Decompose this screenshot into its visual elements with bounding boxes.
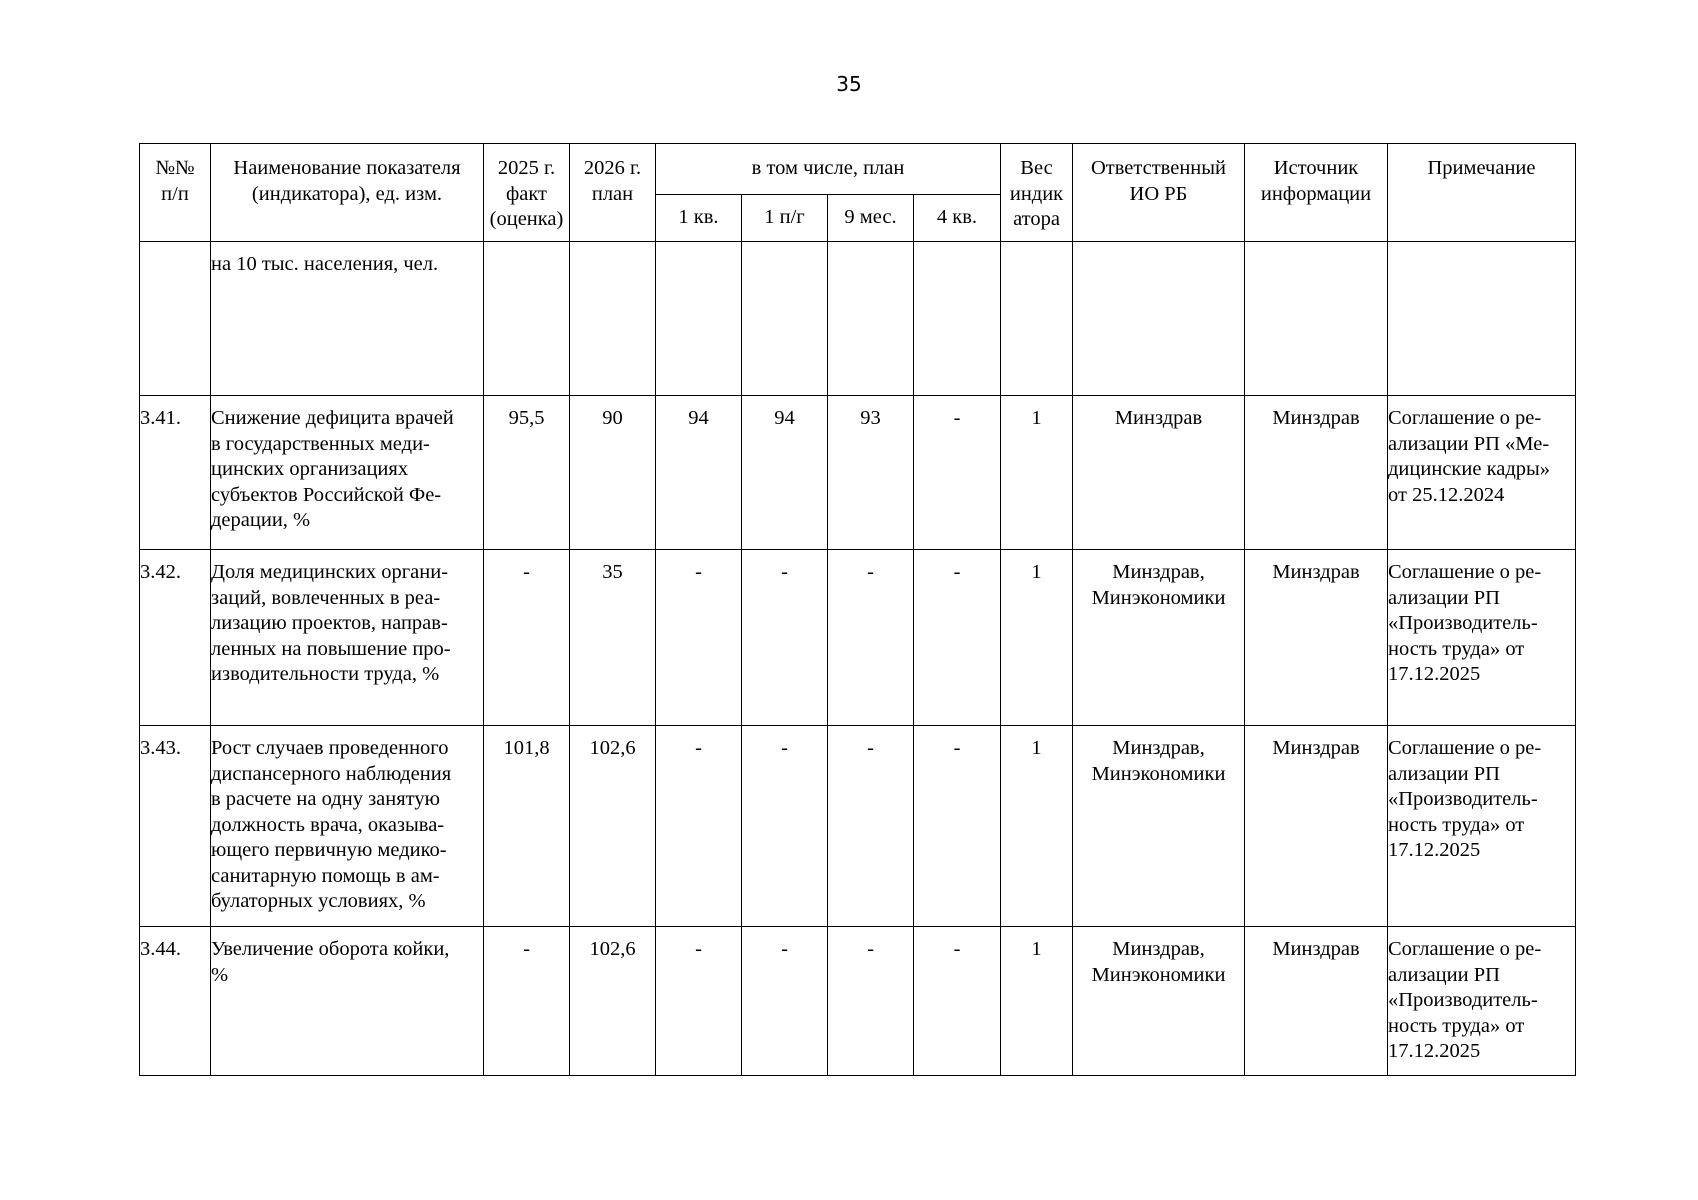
row-num: 3.43. [140, 726, 211, 927]
header-9-months: 9 мес. [828, 195, 914, 242]
row-q1: - [656, 927, 742, 1076]
row-name: Увеличение оборота койки, % [211, 927, 484, 1076]
header-source: Источник информации [1245, 144, 1388, 242]
row-source: Минздрав [1245, 396, 1388, 550]
row-h1: - [742, 927, 828, 1076]
row-q1 [656, 242, 742, 396]
row-h1: - [742, 550, 828, 726]
header-q1: 1 кв. [656, 195, 742, 242]
row-name: Доля медицинских органи- заций, вовлеченных в реа- лизацию проектов, направ- ленных на повышение про- изводительности труда, % [211, 550, 484, 726]
row-name: Снижение дефицита врачей в государственных меди- цинских организациях субъектов Российской Фе- дерации, % [211, 396, 484, 550]
row-note [1388, 242, 1576, 396]
row-responsible [1073, 242, 1245, 396]
header-q4: 4 кв. [914, 195, 1001, 242]
page-number: 35 [836, 72, 862, 96]
row-source [1245, 242, 1388, 396]
row-9-months [828, 242, 914, 396]
header-num: №№ п/п [140, 144, 211, 242]
row-h1: - [742, 726, 828, 927]
row-plan-2026: 102,6 [570, 726, 656, 927]
header-name: Наименование показателя (индикатора), ед. изм. [211, 144, 484, 242]
row-fact-2025: 95,5 [484, 396, 570, 550]
row-q1: - [656, 550, 742, 726]
row-q4: - [914, 396, 1001, 550]
row-note: Соглашение о ре- ализации РП «Ме- дицинские кадры» от 25.12.2024 [1388, 396, 1576, 550]
row-fact-2025: - [484, 550, 570, 726]
row-source: Минздрав [1245, 550, 1388, 726]
row-q4: - [914, 550, 1001, 726]
row-9-months: - [828, 927, 914, 1076]
header-plan-2026: 2026 г. план [570, 144, 656, 242]
header-h1: 1 п/г [742, 195, 828, 242]
row-note: Соглашение о ре- ализации РП «Производитель- ность труда» от 17.12.2025 [1388, 927, 1576, 1076]
table-row [140, 927, 1576, 1076]
header-including-plan: в том числе, план [656, 144, 1001, 195]
row-fact-2025: - [484, 927, 570, 1076]
header-fact-2025: 2025 г. факт (оценка) [484, 144, 570, 242]
row-weight [1001, 242, 1073, 396]
row-q4 [914, 242, 1001, 396]
row-num: 3.44. [140, 927, 211, 1076]
indicators-table [139, 143, 1576, 1076]
row-q4: - [914, 927, 1001, 1076]
row-num [140, 242, 211, 396]
row-fact-2025: 101,8 [484, 726, 570, 927]
row-fact-2025 [484, 242, 570, 396]
row-responsible: Минздрав, Минэкономики [1073, 726, 1245, 927]
row-source: Минздрав [1245, 726, 1388, 927]
row-weight: 1 [1001, 396, 1073, 550]
table-row [140, 550, 1576, 726]
row-note: Соглашение о ре- ализации РП «Производитель- ность труда» от 17.12.2025 [1388, 726, 1576, 927]
row-h1 [742, 242, 828, 396]
row-weight: 1 [1001, 550, 1073, 726]
row-q1: 94 [656, 396, 742, 550]
row-num: 3.42. [140, 550, 211, 726]
header-note: Примечание [1388, 144, 1576, 242]
row-plan-2026: 35 [570, 550, 656, 726]
row-source: Минздрав [1245, 927, 1388, 1076]
row-responsible: Минздрав, Минэкономики [1073, 550, 1245, 726]
row-9-months: 93 [828, 396, 914, 550]
row-q1: - [656, 726, 742, 927]
row-9-months: - [828, 550, 914, 726]
row-weight: 1 [1001, 927, 1073, 1076]
row-plan-2026: 90 [570, 396, 656, 550]
row-responsible: Минздрав [1073, 396, 1245, 550]
table-header [140, 144, 1576, 242]
row-plan-2026 [570, 242, 656, 396]
row-h1: 94 [742, 396, 828, 550]
row-num: 3.41. [140, 396, 211, 550]
row-q4: - [914, 726, 1001, 927]
header-weight: Вес индик атора [1001, 144, 1073, 242]
row-plan-2026: 102,6 [570, 927, 656, 1076]
row-name: Рост случаев проведенного диспансерного наблюдения в расчете на одну занятую должность врача, оказыва- ющего первичную медико- санитарную помощь в ам- булаторных условиях, % [211, 726, 484, 927]
table-row [140, 396, 1576, 550]
row-weight: 1 [1001, 726, 1073, 927]
table-row [140, 726, 1576, 927]
row-name: на 10 тыс. населения, чел. [211, 242, 484, 396]
row-responsible: Минздрав, Минэкономики [1073, 927, 1245, 1076]
table-row [140, 242, 1576, 396]
row-note: Соглашение о ре- ализации РП «Производитель- ность труда» от 17.12.2025 [1388, 550, 1576, 726]
row-9-months: - [828, 726, 914, 927]
header-responsible: Ответственный ИО РБ [1073, 144, 1245, 242]
